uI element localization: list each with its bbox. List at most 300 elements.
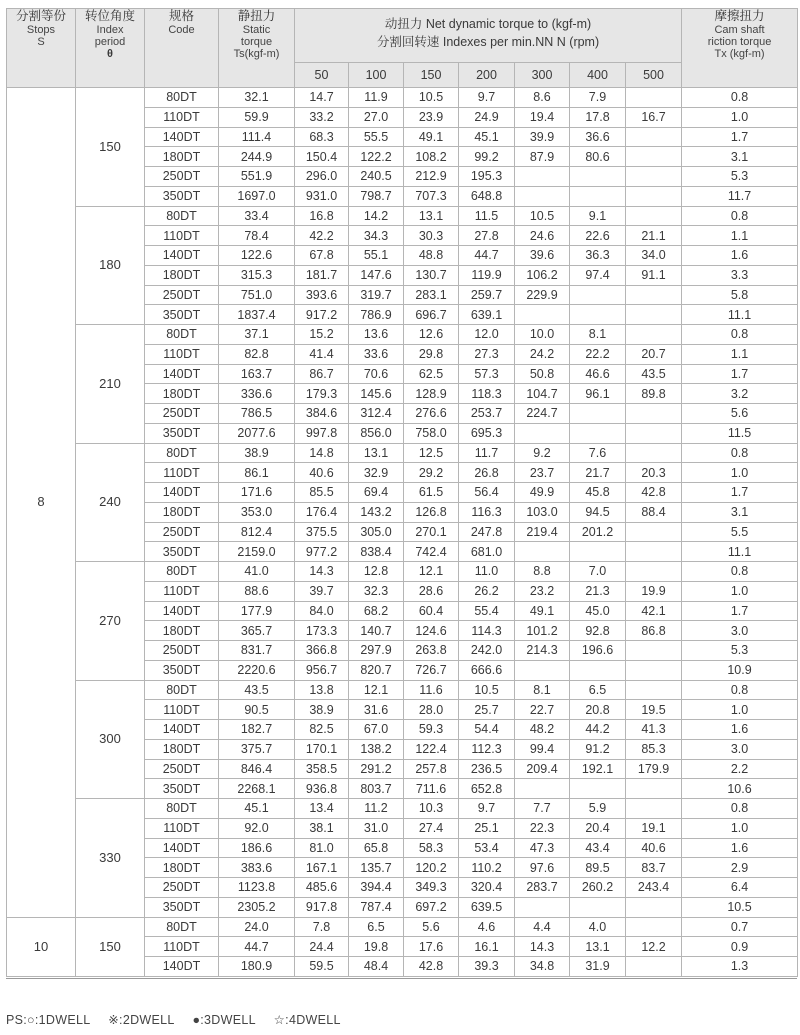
dynamic-torque-cell: 114.3 (459, 621, 515, 641)
code-cell: 80DT (145, 562, 219, 582)
friction-torque-cell: 10.9 (682, 660, 798, 680)
code-cell: 350DT (145, 897, 219, 917)
dynamic-torque-cell: 201.2 (570, 522, 626, 542)
dynamic-torque-cell (626, 522, 682, 542)
dynamic-torque-cell: 19.8 (349, 937, 404, 957)
code-cell: 140DT (145, 957, 219, 977)
dynamic-torque-cell: 242.0 (459, 641, 515, 661)
dynamic-torque-cell: 9.7 (459, 799, 515, 819)
static-torque-cell: 38.9 (219, 443, 295, 463)
dynamic-torque-cell: 55.4 (459, 601, 515, 621)
dynamic-torque-cell: 257.8 (404, 759, 459, 779)
friction-header-en2: riction torque (707, 36, 772, 48)
dynamic-torque-cell: 135.7 (349, 858, 404, 878)
static-header-unit: Ts(kgf-m) (233, 48, 280, 60)
dynamic-torque-cell (570, 660, 626, 680)
dynamic-torque-cell: 147.6 (349, 265, 404, 285)
legend-item: ●:3DWELL (192, 1013, 256, 1027)
static-torque-header (219, 9, 295, 88)
dynamic-torque-cell: 742.4 (404, 542, 459, 562)
code-cell: 80DT (145, 206, 219, 226)
dynamic-torque-cell: 8.1 (515, 680, 570, 700)
code-cell: 350DT (145, 305, 219, 325)
static-torque-cell: 2077.6 (219, 423, 295, 443)
dynamic-torque-cell: 639.5 (459, 897, 515, 917)
dynamic-torque-cell: 118.3 (459, 384, 515, 404)
code-cell: 250DT (145, 641, 219, 661)
dynamic-torque-cell: 108.2 (404, 147, 459, 167)
index-period-cell: 300 (76, 680, 145, 799)
static-header-en1: Static (242, 24, 271, 36)
friction-torque-cell: 0.8 (682, 206, 798, 226)
dynamic-torque-cell: 19.1 (626, 818, 682, 838)
table-row (7, 206, 798, 226)
dynamic-torque-cell: 150.4 (295, 147, 349, 167)
dynamic-torque-cell: 62.5 (404, 364, 459, 384)
static-torque-cell: 315.3 (219, 265, 295, 285)
friction-torque-cell: 0.8 (682, 562, 798, 582)
dynamic-torque-cell: 27.4 (404, 818, 459, 838)
static-torque-cell: 32.1 (219, 88, 295, 108)
dynamic-torque-cell: 87.9 (515, 147, 570, 167)
dynamic-torque-cell (626, 88, 682, 108)
friction-torque-cell: 3.0 (682, 739, 798, 759)
dynamic-torque-cell (570, 167, 626, 187)
dynamic-torque-cell: 8.1 (570, 325, 626, 345)
dynamic-torque-header (295, 9, 682, 63)
dynamic-torque-cell: 68.2 (349, 601, 404, 621)
friction-torque-cell: 0.8 (682, 443, 798, 463)
dynamic-torque-cell: 820.7 (349, 660, 404, 680)
dynamic-torque-cell: 145.6 (349, 384, 404, 404)
dynamic-torque-cell (570, 423, 626, 443)
legend-item: ☆:4DWELL (273, 1013, 341, 1027)
dynamic-torque-cell: 36.3 (570, 246, 626, 266)
dynamic-torque-cell: 49.1 (515, 601, 570, 621)
static-torque-cell: 78.4 (219, 226, 295, 246)
friction-torque-cell: 1.0 (682, 818, 798, 838)
static-torque-cell: 2305.2 (219, 897, 295, 917)
dynamic-torque-cell: 195.3 (459, 167, 515, 187)
code-cell: 180DT (145, 384, 219, 404)
dynamic-torque-cell: 46.6 (570, 364, 626, 384)
dynamic-torque-cell: 43.5 (626, 364, 682, 384)
dynamic-torque-cell: 697.2 (404, 897, 459, 917)
dynamic-torque-cell: 997.8 (295, 423, 349, 443)
dynamic-torque-cell: 82.5 (295, 720, 349, 740)
dynamic-torque-cell: 259.7 (459, 285, 515, 305)
dynamic-torque-cell: 106.2 (515, 265, 570, 285)
dynamic-torque-cell: 707.3 (404, 186, 459, 206)
dynamic-torque-cell: 85.3 (626, 739, 682, 759)
static-torque-cell: 365.7 (219, 621, 295, 641)
dynamic-torque-cell: 12.8 (349, 562, 404, 582)
dynamic-torque-cell: 219.4 (515, 522, 570, 542)
dynamic-torque-cell: 92.8 (570, 621, 626, 641)
dynamic-torque-cell: 68.3 (295, 127, 349, 147)
dynamic-torque-cell: 276.6 (404, 404, 459, 424)
code-cell: 350DT (145, 423, 219, 443)
dynamic-torque-cell: 196.6 (570, 641, 626, 661)
dynamic-torque-cell: 101.2 (515, 621, 570, 641)
static-torque-cell: 45.1 (219, 799, 295, 819)
static-header-cn: 静扭力 (237, 9, 276, 23)
friction-torque-cell: 5.3 (682, 167, 798, 187)
dynamic-torque-cell: 91.1 (626, 265, 682, 285)
dynamic-torque-cell: 5.6 (404, 917, 459, 937)
dynamic-torque-cell: 170.1 (295, 739, 349, 759)
dynamic-torque-cell: 34.8 (515, 957, 570, 977)
dynamic-torque-cell: 263.8 (404, 641, 459, 661)
dynamic-torque-cell (626, 443, 682, 463)
dynamic-torque-cell: 80.6 (570, 147, 626, 167)
dynamic-torque-cell: 23.9 (404, 107, 459, 127)
dynamic-torque-cell: 48.8 (404, 246, 459, 266)
dynamic-torque-cell: 42.8 (404, 957, 459, 977)
code-cell: 110DT (145, 226, 219, 246)
code-cell: 250DT (145, 404, 219, 424)
dynamic-torque-cell: 4.6 (459, 917, 515, 937)
dynamic-torque-cell: 97.6 (515, 858, 570, 878)
dynamic-torque-cell: 50.8 (515, 364, 570, 384)
dynamic-torque-cell: 27.0 (349, 107, 404, 127)
dynamic-torque-cell: 4.0 (570, 917, 626, 937)
dynamic-torque-cell: 14.7 (295, 88, 349, 108)
dynamic-torque-cell: 44.7 (459, 246, 515, 266)
index-period-cell: 180 (76, 206, 145, 325)
dynamic-header-line2: 分割回转速 Indexes per min.NN N (rpm) (376, 35, 600, 49)
dynamic-torque-cell: 13.1 (570, 937, 626, 957)
friction-torque-cell: 2.9 (682, 858, 798, 878)
index-period-cell: 150 (76, 88, 145, 207)
dynamic-torque-cell: 33.6 (349, 344, 404, 364)
static-torque-cell: 86.1 (219, 463, 295, 483)
dynamic-torque-cell (626, 542, 682, 562)
stops-header-en: Stops (26, 24, 56, 36)
dynamic-torque-cell: 176.4 (295, 502, 349, 522)
dynamic-torque-cell: 17.8 (570, 107, 626, 127)
dynamic-torque-cell: 10.0 (515, 325, 570, 345)
dynamic-torque-cell: 297.9 (349, 641, 404, 661)
dynamic-torque-cell: 39.7 (295, 581, 349, 601)
dynamic-torque-cell (626, 660, 682, 680)
dynamic-torque-cell: 31.0 (349, 818, 404, 838)
dynamic-torque-cell: 6.5 (570, 680, 626, 700)
dynamic-torque-cell: 130.7 (404, 265, 459, 285)
static-torque-cell: 163.7 (219, 364, 295, 384)
static-torque-cell: 812.4 (219, 522, 295, 542)
dynamic-torque-cell: 20.4 (570, 818, 626, 838)
dynamic-torque-cell: 24.9 (459, 107, 515, 127)
dynamic-torque-cell: 45.1 (459, 127, 515, 147)
dynamic-torque-cell (515, 897, 570, 917)
friction-torque-cell: 1.7 (682, 127, 798, 147)
dynamic-torque-cell: 20.7 (626, 344, 682, 364)
dynamic-torque-cell: 53.4 (459, 838, 515, 858)
dynamic-torque-cell: 349.3 (404, 878, 459, 898)
dynamic-torque-cell: 12.1 (404, 562, 459, 582)
dynamic-torque-cell (626, 206, 682, 226)
dynamic-torque-cell: 22.3 (515, 818, 570, 838)
dynamic-torque-cell: 23.2 (515, 581, 570, 601)
static-torque-cell: 551.9 (219, 167, 295, 187)
static-torque-cell: 751.0 (219, 285, 295, 305)
dynamic-torque-cell: 69.4 (349, 483, 404, 503)
dynamic-torque-cell (570, 404, 626, 424)
friction-torque-cell: 11.1 (682, 542, 798, 562)
friction-torque-cell: 1.0 (682, 463, 798, 483)
dynamic-torque-cell: 838.4 (349, 542, 404, 562)
dynamic-torque-cell: 28.0 (404, 700, 459, 720)
dynamic-torque-cell: 260.2 (570, 878, 626, 898)
speed-header: 100 (349, 63, 404, 88)
static-torque-cell: 186.6 (219, 838, 295, 858)
dynamic-torque-cell: 917.8 (295, 897, 349, 917)
dynamic-torque-cell (626, 779, 682, 799)
dynamic-torque-cell: 393.6 (295, 285, 349, 305)
dynamic-torque-cell: 22.7 (515, 700, 570, 720)
static-torque-cell: 88.6 (219, 581, 295, 601)
dynamic-torque-cell: 24.4 (295, 937, 349, 957)
dynamic-torque-cell: 20.3 (626, 463, 682, 483)
dynamic-torque-cell: 99.2 (459, 147, 515, 167)
dynamic-torque-cell: 31.6 (349, 700, 404, 720)
code-cell: 110DT (145, 700, 219, 720)
dynamic-torque-cell: 319.7 (349, 285, 404, 305)
dynamic-torque-cell (515, 305, 570, 325)
dynamic-torque-cell: 32.3 (349, 581, 404, 601)
speed-header: 200 (459, 63, 515, 88)
dynamic-torque-cell: 14.8 (295, 443, 349, 463)
dynamic-torque-cell: 12.1 (349, 680, 404, 700)
dynamic-torque-cell (626, 404, 682, 424)
dynamic-torque-cell (570, 897, 626, 917)
code-cell: 80DT (145, 88, 219, 108)
code-cell: 140DT (145, 720, 219, 740)
dynamic-torque-cell: 55.1 (349, 246, 404, 266)
friction-torque-cell: 5.8 (682, 285, 798, 305)
friction-torque-cell: 11.5 (682, 423, 798, 443)
dynamic-torque-cell: 59.5 (295, 957, 349, 977)
dynamic-torque-cell: 856.0 (349, 423, 404, 443)
dynamic-torque-cell: 67.8 (295, 246, 349, 266)
dynamic-torque-cell (626, 641, 682, 661)
dynamic-torque-cell: 143.2 (349, 502, 404, 522)
dynamic-torque-cell: 110.2 (459, 858, 515, 878)
index-period-cell: 240 (76, 443, 145, 562)
dynamic-torque-cell: 25.7 (459, 700, 515, 720)
dynamic-torque-cell: 5.9 (570, 799, 626, 819)
torque-spec-table (6, 8, 798, 977)
code-cell: 140DT (145, 483, 219, 503)
friction-torque-cell: 0.9 (682, 937, 798, 957)
dynamic-torque-cell: 192.1 (570, 759, 626, 779)
friction-torque-cell: 1.1 (682, 344, 798, 364)
static-torque-cell: 171.6 (219, 483, 295, 503)
dynamic-torque-cell: 39.9 (515, 127, 570, 147)
dynamic-torque-cell (626, 147, 682, 167)
dynamic-torque-cell: 173.3 (295, 621, 349, 641)
speed-header: 50 (295, 63, 349, 88)
dynamic-torque-cell: 26.2 (459, 581, 515, 601)
dynamic-torque-cell: 936.8 (295, 779, 349, 799)
static-torque-cell: 177.9 (219, 601, 295, 621)
dynamic-torque-cell: 40.6 (295, 463, 349, 483)
dynamic-torque-cell: 48.2 (515, 720, 570, 740)
dynamic-torque-cell (626, 957, 682, 977)
dynamic-torque-cell: 758.0 (404, 423, 459, 443)
dynamic-torque-cell: 140.7 (349, 621, 404, 641)
code-cell: 110DT (145, 463, 219, 483)
index-period-cell: 270 (76, 562, 145, 681)
dynamic-torque-cell (570, 305, 626, 325)
code-cell: 140DT (145, 838, 219, 858)
dynamic-torque-cell: 13.4 (295, 799, 349, 819)
dynamic-torque-cell: 13.1 (404, 206, 459, 226)
dynamic-torque-cell: 19.5 (626, 700, 682, 720)
dynamic-torque-cell: 70.6 (349, 364, 404, 384)
dynamic-torque-cell: 305.0 (349, 522, 404, 542)
dynamic-torque-cell: 34.0 (626, 246, 682, 266)
dynamic-torque-cell: 243.4 (626, 878, 682, 898)
index-period-cell: 330 (76, 799, 145, 918)
static-torque-cell: 122.6 (219, 246, 295, 266)
dynamic-torque-cell (570, 542, 626, 562)
dynamic-torque-cell: 48.4 (349, 957, 404, 977)
friction-torque-cell: 3.1 (682, 502, 798, 522)
dynamic-torque-cell: 212.9 (404, 167, 459, 187)
dynamic-torque-cell: 17.6 (404, 937, 459, 957)
table-row (7, 799, 798, 819)
dynamic-torque-cell: 695.3 (459, 423, 515, 443)
dynamic-torque-cell (515, 167, 570, 187)
table-row (7, 325, 798, 345)
dynamic-torque-cell: 11.2 (349, 799, 404, 819)
code-header-en: Code (168, 24, 195, 36)
dynamic-torque-cell: 10.5 (404, 88, 459, 108)
dynamic-torque-cell: 42.8 (626, 483, 682, 503)
dynamic-torque-cell: 120.2 (404, 858, 459, 878)
dynamic-torque-cell: 240.5 (349, 167, 404, 187)
dynamic-torque-cell: 38.9 (295, 700, 349, 720)
legend-item: PS:○:1DWELL (6, 1013, 91, 1027)
dynamic-torque-cell: 47.3 (515, 838, 570, 858)
dynamic-torque-cell: 26.8 (459, 463, 515, 483)
dynamic-torque-cell (626, 917, 682, 937)
friction-torque-cell: 11.7 (682, 186, 798, 206)
dynamic-torque-cell: 89.5 (570, 858, 626, 878)
dynamic-torque-cell: 124.6 (404, 621, 459, 641)
dynamic-torque-cell: 956.7 (295, 660, 349, 680)
code-cell: 80DT (145, 325, 219, 345)
index-period-cell: 210 (76, 325, 145, 444)
period-header (76, 9, 145, 88)
dynamic-torque-cell: 11.9 (349, 88, 404, 108)
speed-header: 300 (515, 63, 570, 88)
dynamic-torque-cell: 24.2 (515, 344, 570, 364)
static-torque-cell: 37.1 (219, 325, 295, 345)
friction-torque-cell: 5.6 (682, 404, 798, 424)
friction-torque-cell: 3.0 (682, 621, 798, 641)
dynamic-torque-cell: 57.3 (459, 364, 515, 384)
dynamic-torque-cell: 30.3 (404, 226, 459, 246)
dynamic-torque-cell: 10.3 (404, 799, 459, 819)
code-cell: 250DT (145, 285, 219, 305)
code-cell: 80DT (145, 917, 219, 937)
static-torque-cell: 44.7 (219, 937, 295, 957)
dynamic-torque-cell: 39.6 (515, 246, 570, 266)
dynamic-torque-cell: 42.1 (626, 601, 682, 621)
table-row (7, 443, 798, 463)
static-torque-cell: 1123.8 (219, 878, 295, 898)
dynamic-torque-cell: 726.7 (404, 660, 459, 680)
dynamic-torque-cell: 247.8 (459, 522, 515, 542)
code-cell: 110DT (145, 937, 219, 957)
stops-header-symbol: S (37, 36, 45, 48)
dynamic-torque-cell (570, 186, 626, 206)
static-torque-cell: 244.9 (219, 147, 295, 167)
dynamic-torque-cell: 652.8 (459, 779, 515, 799)
dynamic-torque-cell: 23.7 (515, 463, 570, 483)
dynamic-torque-cell: 253.7 (459, 404, 515, 424)
dynamic-torque-cell: 711.6 (404, 779, 459, 799)
dynamic-torque-cell: 27.3 (459, 344, 515, 364)
dynamic-torque-cell: 94.5 (570, 502, 626, 522)
dynamic-torque-cell: 12.0 (459, 325, 515, 345)
dynamic-torque-cell: 40.6 (626, 838, 682, 858)
dynamic-torque-cell: 681.0 (459, 542, 515, 562)
dynamic-torque-cell: 7.7 (515, 799, 570, 819)
dynamic-torque-cell: 803.7 (349, 779, 404, 799)
dynamic-torque-cell: 648.8 (459, 186, 515, 206)
static-torque-cell: 786.5 (219, 404, 295, 424)
friction-torque-cell: 1.6 (682, 838, 798, 858)
dynamic-torque-cell: 696.7 (404, 305, 459, 325)
friction-torque-cell: 1.0 (682, 107, 798, 127)
bottom-divider (6, 978, 797, 979)
dynamic-torque-cell (626, 680, 682, 700)
dynamic-torque-cell: 27.8 (459, 226, 515, 246)
dynamic-torque-cell: 16.7 (626, 107, 682, 127)
static-torque-cell: 43.5 (219, 680, 295, 700)
friction-torque-cell: 10.6 (682, 779, 798, 799)
dynamic-torque-cell: 116.3 (459, 502, 515, 522)
dynamic-torque-cell: 786.9 (349, 305, 404, 325)
static-torque-cell: 24.0 (219, 917, 295, 937)
dynamic-torque-cell: 798.7 (349, 186, 404, 206)
code-cell: 250DT (145, 167, 219, 187)
dynamic-torque-cell: 9.2 (515, 443, 570, 463)
dynamic-torque-cell: 384.6 (295, 404, 349, 424)
dynamic-torque-cell: 28.6 (404, 581, 459, 601)
friction-torque-cell: 0.8 (682, 799, 798, 819)
dynamic-torque-cell (626, 799, 682, 819)
dynamic-torque-cell: 312.4 (349, 404, 404, 424)
table-body (7, 88, 798, 977)
dynamic-torque-cell: 977.2 (295, 542, 349, 562)
static-torque-cell: 846.4 (219, 759, 295, 779)
friction-torque-cell: 3.1 (682, 147, 798, 167)
code-cell: 350DT (145, 660, 219, 680)
static-torque-cell: 2268.1 (219, 779, 295, 799)
friction-torque-cell: 5.3 (682, 641, 798, 661)
code-cell: 250DT (145, 759, 219, 779)
dynamic-torque-cell: 43.4 (570, 838, 626, 858)
dynamic-torque-cell (570, 779, 626, 799)
dynamic-torque-cell: 14.2 (349, 206, 404, 226)
dynamic-torque-cell: 97.4 (570, 265, 626, 285)
dynamic-torque-cell: 358.5 (295, 759, 349, 779)
